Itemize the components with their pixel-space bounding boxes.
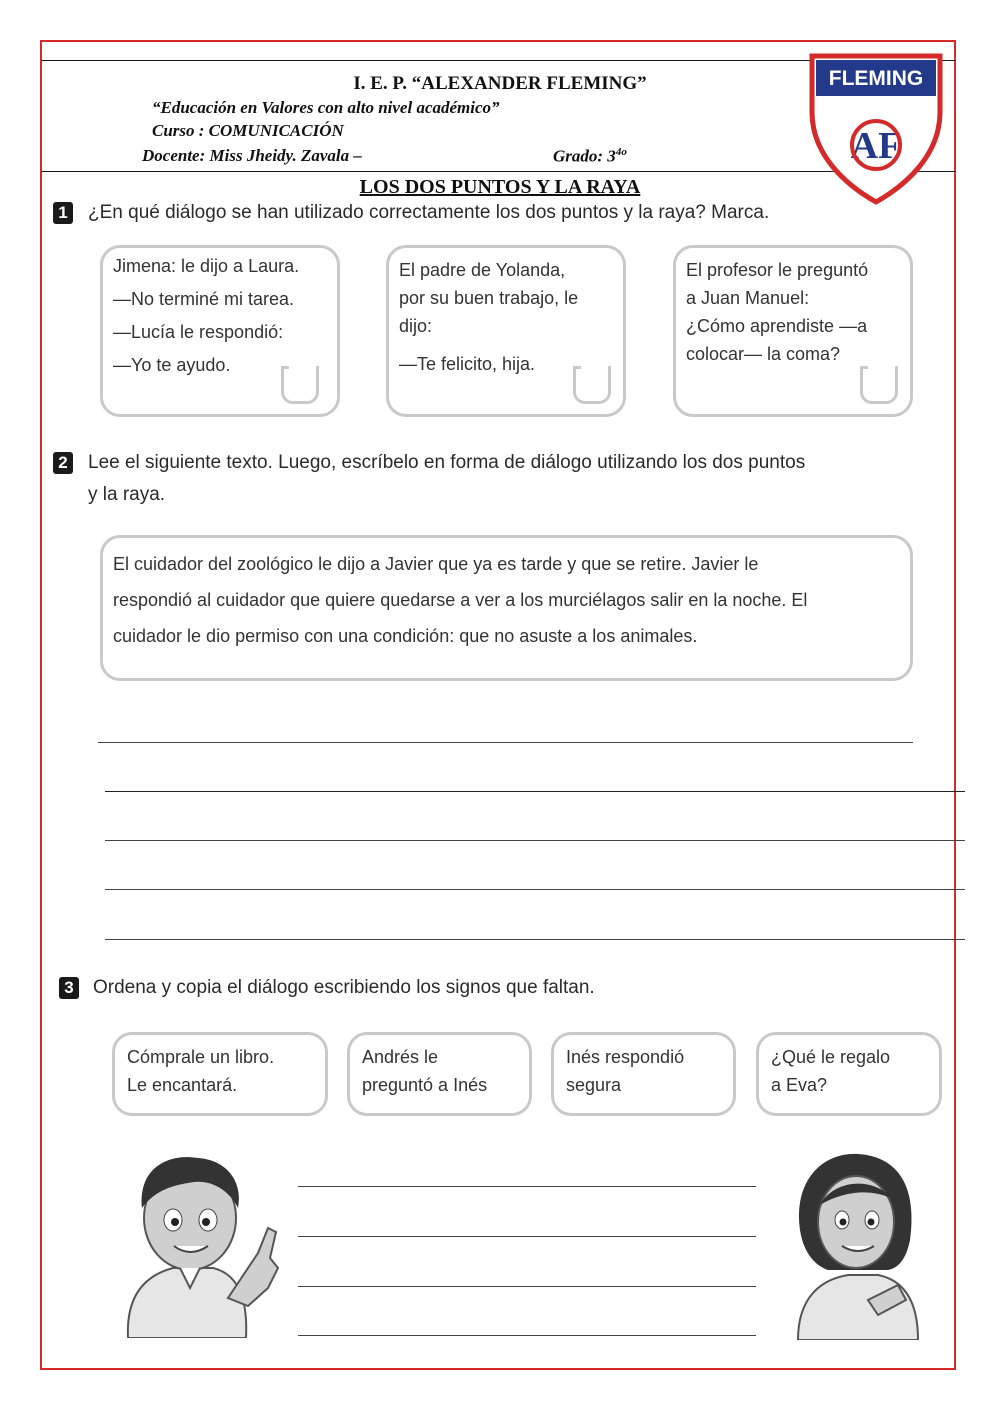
exercise-2-instruction-line-1: Lee el siguiente texto. Luego, escríbelo en forma de diálogo utilizando los dos puntos (88, 452, 806, 473)
grade-superscript: 4o (615, 146, 627, 158)
answer-line[interactable] (298, 1236, 756, 1237)
option-line: colocar— la coma? (686, 344, 841, 364)
option-line: El padre de Yolanda, (399, 260, 566, 280)
dialogue-card-2 (347, 1032, 532, 1116)
text-line: El cuidador del zoológico le dijo a Javier que ya es tarde y que se retire. Javier le (113, 554, 759, 574)
dialogue-option-2[interactable] (386, 245, 626, 417)
option-line: El profesor le preguntó (686, 260, 869, 280)
boy-illustration (108, 1148, 288, 1338)
option-line: por su buen trabajo, le (399, 288, 579, 308)
dialogue-card-3 (551, 1032, 736, 1116)
answer-line[interactable] (298, 1186, 756, 1187)
exercise-2-number: 2 (53, 452, 73, 474)
exercise-2-instruction-line-2: y la raya. (88, 484, 166, 505)
logo-monogram: AF (850, 125, 902, 167)
text-line: cuidador le dio permiso con una condición: que no asuste a los animales. (113, 626, 698, 646)
logo-text: FLEMING (828, 67, 924, 90)
check-box[interactable] (860, 366, 898, 404)
option-line: —No terminé mi tarea. (113, 289, 295, 309)
card-line: Cómprale un libro. (127, 1047, 275, 1067)
exercise-1-number: 1 (53, 202, 73, 224)
answer-line[interactable] (298, 1286, 756, 1287)
card-line: Andrés le (362, 1047, 439, 1067)
exercise-2-text-box (100, 535, 913, 681)
check-box[interactable] (281, 366, 319, 404)
grade-text: Grado: 3 (553, 146, 616, 166)
option-line: —Yo te ayudo. (113, 355, 231, 375)
text-line: respondió al cuidador que quiere quedarse a ver a los murciélagos salir en la noche. El (113, 590, 808, 610)
card-line: a Eva? (771, 1075, 828, 1095)
card-line: Inés respondió (566, 1047, 685, 1067)
answer-line[interactable] (298, 1335, 756, 1336)
card-line: ¿Qué le regalo (771, 1047, 891, 1067)
exercise-3-instruction: Ordena y copia el diálogo escribiendo los signos que faltan. (93, 977, 595, 998)
dialogue-card-4 (756, 1032, 942, 1116)
dialogue-option-3[interactable] (673, 245, 913, 417)
option-line: dijo: (399, 316, 433, 336)
school-name: I. E. P. “ALEXANDER FLEMING” (353, 73, 647, 94)
option-line: —Lucía le respondió: (113, 322, 284, 342)
writing-line[interactable] (105, 939, 965, 940)
card-line: Le encantará. (127, 1075, 238, 1095)
course-label: Curso : COMUNICACIÓN (152, 121, 344, 140)
option-line: Jimena: le dijo a Laura. (113, 256, 300, 276)
check-box[interactable] (573, 366, 611, 404)
card-line: segura (566, 1075, 622, 1095)
option-line: —Te felicito, hija. (399, 354, 536, 374)
dialogue-option-1[interactable] (100, 245, 340, 417)
option-line: a Juan Manuel: (686, 288, 810, 308)
card-line: preguntó a Inés (362, 1075, 488, 1095)
grade-label (553, 146, 627, 167)
exercise-1-instruction: ¿En qué diálogo se han utilizado correctamente los dos puntos y la raya? Marca. (88, 202, 770, 223)
girl-illustration (778, 1150, 938, 1340)
writing-line[interactable] (105, 889, 965, 890)
writing-line[interactable] (98, 742, 913, 743)
writing-line[interactable] (105, 791, 965, 792)
option-line: ¿Cómo aprendiste —a (686, 316, 868, 336)
writing-line[interactable] (105, 840, 965, 841)
school-motto: “Educación en Valores con alto nivel académico” (152, 98, 500, 117)
exercise-3-number: 3 (59, 977, 79, 999)
dialogue-card-1 (112, 1032, 328, 1116)
teacher-label: Docente: Miss Jheidy. Zavala – (142, 146, 362, 165)
worksheet-title: LOS DOS PUNTOS Y LA RAYA (359, 176, 641, 198)
